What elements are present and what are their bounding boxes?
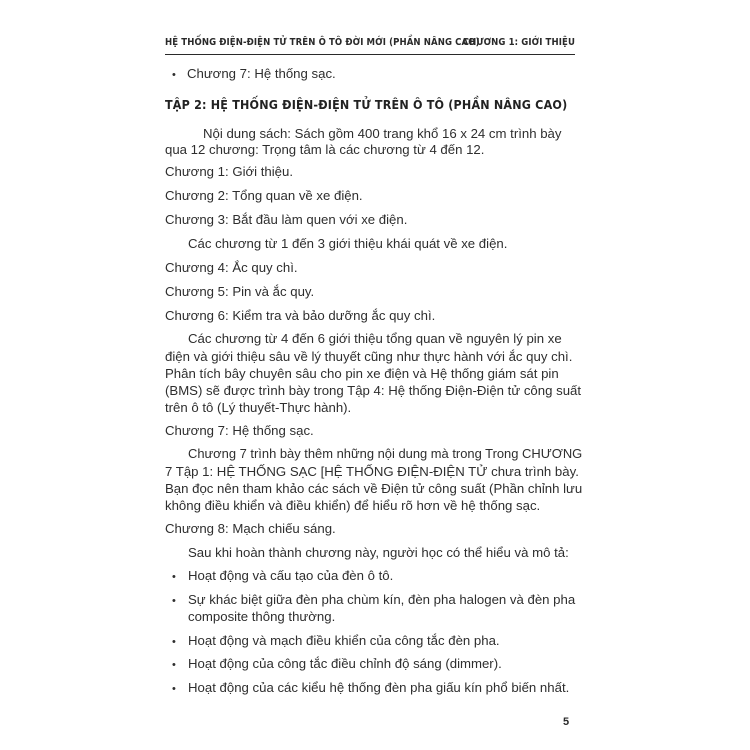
header-chapter-title: CHƯƠNG 1: GIỚI THIỆU xyxy=(462,37,575,48)
paragraph-line: (BMS) sẽ được trình bày trong Tập 4: Hệ thống Điện-Điện tử công suất xyxy=(165,383,582,398)
chapter-line: Chương 1: Giới thiệu. xyxy=(165,164,294,179)
chapter-line: Chương 5: Pin và ắc quy. xyxy=(165,284,315,299)
paragraph-line: Các chương từ 4 đến 6 giới thiệu tổng quan về nguyên lý pin xe xyxy=(188,331,562,346)
bullet-marker: • xyxy=(172,636,176,648)
list-item: Hoạt động của công tắc điều chỉnh độ sáng (dimmer). xyxy=(188,656,502,671)
paragraph-line: Bạn đọc nên tham khảo các sách về Điện tử công suất (Phần chỉnh lưu xyxy=(165,481,583,496)
chapter-line: Chương 6: Kiểm tra và bảo dưỡng ắc quy chì. xyxy=(165,308,436,323)
chapter-line: Chương 8: Mạch chiếu sáng. xyxy=(165,521,336,536)
bullet-marker: • xyxy=(172,69,176,81)
list-item-chapter-7: Chương 7: Hệ thống sạc. xyxy=(187,66,336,81)
chapter-line: Chương 7: Hệ thống sạc. xyxy=(165,423,314,438)
list-item: Hoạt động và cấu tạo của đèn ô tô. xyxy=(188,568,394,583)
paragraph-line: qua 12 chương: Trọng tâm là các chương từ 4 đến 12. xyxy=(165,142,485,157)
paragraph-line: Sau khi hoàn thành chương này, người học có thể hiểu và mô tả: xyxy=(188,545,569,560)
paragraph-line: điện và giới thiệu sâu về lý thuyết cũng như thực hành với ắc quy chì. xyxy=(165,349,573,364)
section-title: TẬP 2: HỆ THỐNG ĐIỆN-ĐIỆN TỬ TRÊN Ô TÔ (PHẦN NÂNG CAO) xyxy=(165,97,568,112)
paragraph-line: 7 Tập 1: HỆ THỐNG SẠC [HỆ THỐNG ĐIỆN-ĐIỆN TỬ chưa trình bày. xyxy=(165,464,579,479)
bullet-marker: • xyxy=(172,659,176,671)
paragraph-line: trên ô tô (Lý thuyết-Thực hành). xyxy=(165,400,352,415)
chapter-line: Chương 2: Tổng quan về xe điện. xyxy=(165,188,363,203)
chapter-line: Chương 3: Bắt đầu làm quen với xe điện. xyxy=(165,212,408,227)
bullet-marker: • xyxy=(172,571,176,583)
header-book-title: HỆ THỐNG ĐIỆN-ĐIỆN TỬ TRÊN Ô TÔ ĐỜI MỚI (PHẦN NÂNG CAO) xyxy=(165,37,480,48)
paragraph-line: không điều khiển và điều khiển) để hiểu rõ hơn về hệ thống sạc. xyxy=(165,498,541,513)
list-item: Sự khác biệt giữa đèn pha chùm kín, đèn pha halogen và đèn pha xyxy=(188,592,576,607)
paragraph-line: Chương 7 trình bày thêm những nội dung mà trong Trong CHƯƠNG xyxy=(188,446,583,461)
list-item: Hoạt động và mạch điều khiển của công tắc đèn pha. xyxy=(188,633,500,648)
list-item-continuation: composite thông thường. xyxy=(188,609,336,624)
chapter-line: Chương 4: Ắc quy chì. xyxy=(165,260,298,275)
list-item: Hoạt động của các kiểu hệ thống đèn pha giấu kín phổ biến nhất. xyxy=(188,680,570,695)
header-rule xyxy=(165,54,575,55)
running-header xyxy=(165,36,575,52)
paragraph-line: Nội dung sách: Sách gồm 400 trang khổ 16 x 24 cm trình bày xyxy=(203,126,562,141)
paragraph-line: Các chương từ 1 đến 3 giới thiệu khái quát về xe điện. xyxy=(188,236,508,251)
page-number: 5 xyxy=(563,716,570,728)
paragraph-line: Phân tích bây chuyên sâu cho pin xe điện và Hệ thống giám sát pin xyxy=(165,366,559,381)
bullet-marker: • xyxy=(172,595,176,607)
bullet-marker: • xyxy=(172,683,176,695)
